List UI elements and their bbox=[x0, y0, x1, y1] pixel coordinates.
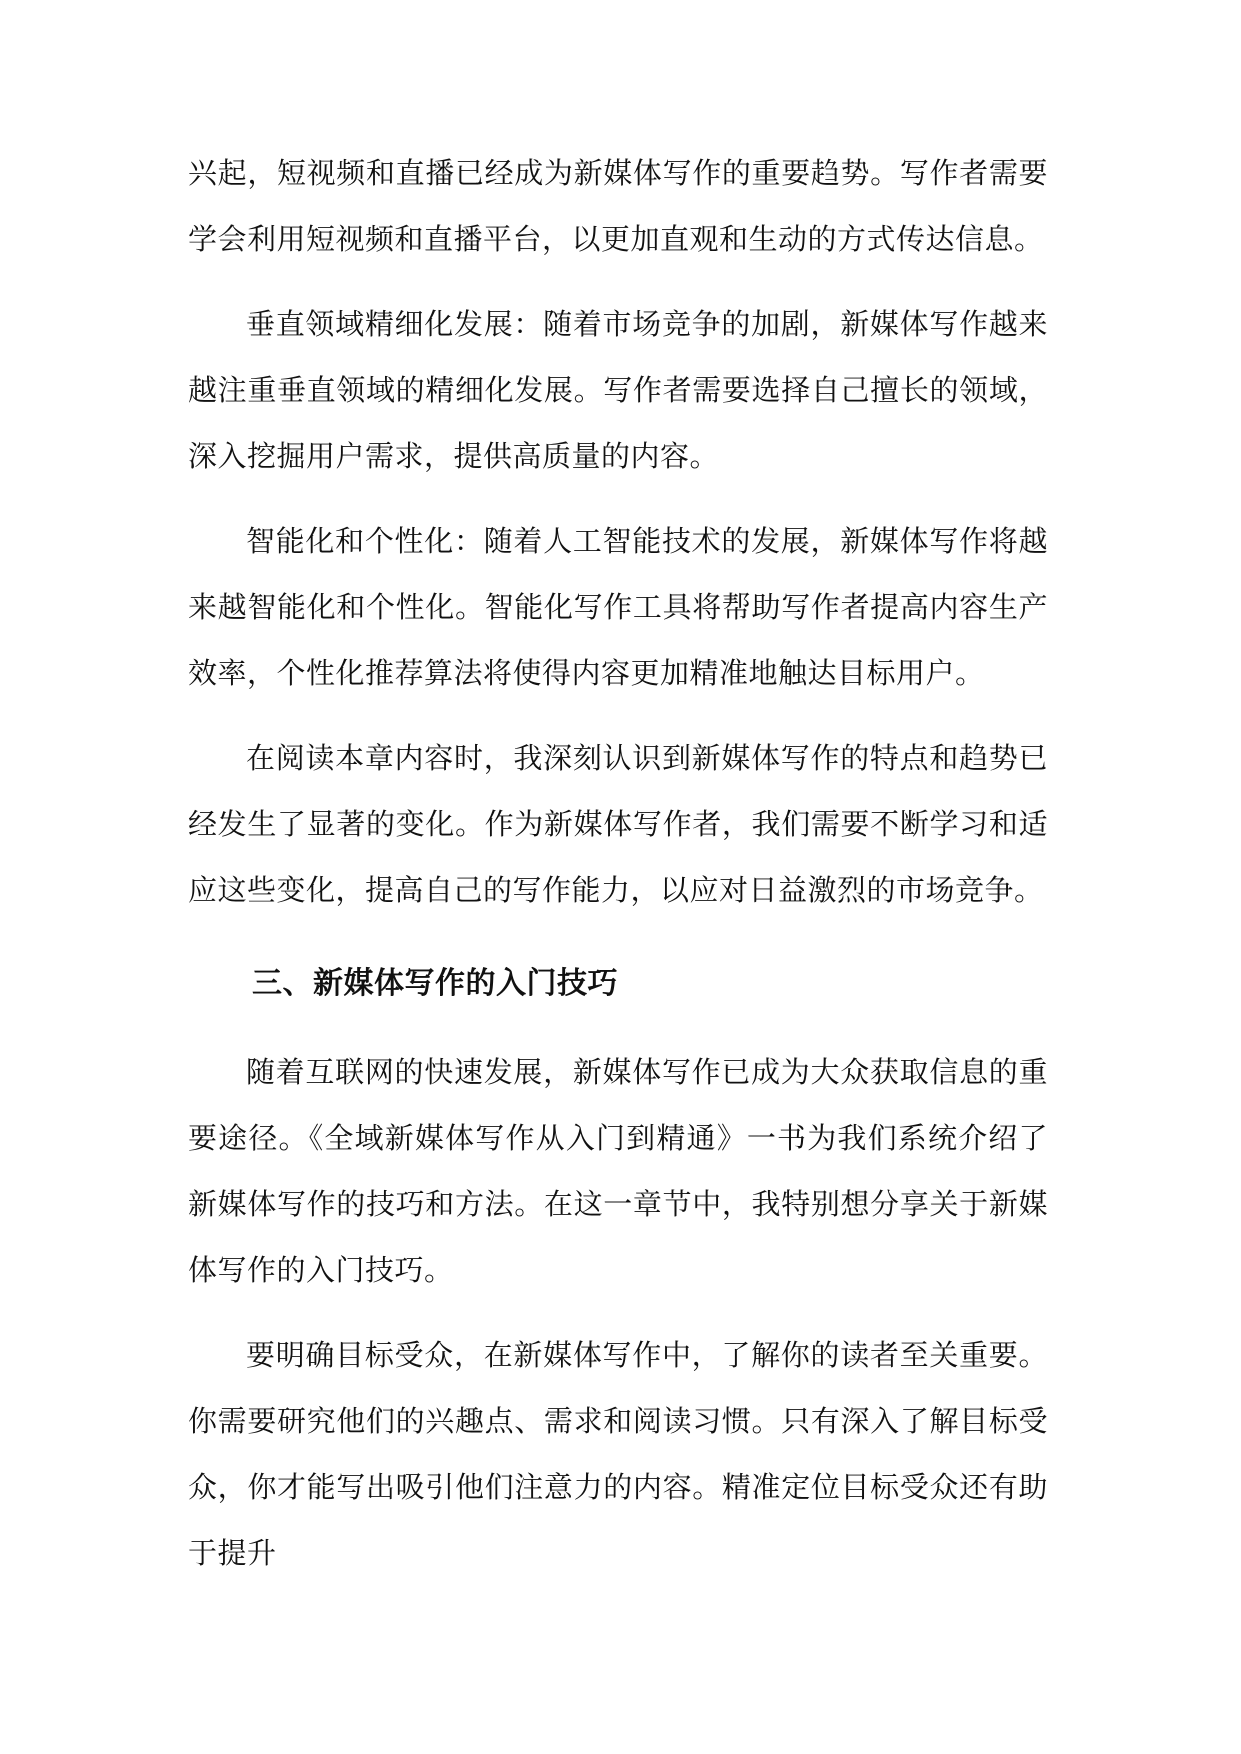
document-page bbox=[188, 140, 1048, 1605]
paragraph-reading-reflection: 在阅读本章内容时，我深刻认识到新媒体写作的特点和趋势已经发生了显著的变化。作为新媒体写作者，我们需要不断学习和适应这些变化，提高自己的写作能力，以应对日益激烈的市场竞争。 bbox=[188, 741, 1048, 907]
paragraph-intro: 随着互联网的快速发展，新媒体写作已成为大众获取信息的重要途径。《全域新媒体写作从入门到精通》一书为我们系统介绍了新媒体写作的技巧和方法。在这一章节中，我特别想分享关于新媒体写作的入门技巧。 bbox=[188, 1055, 1048, 1287]
paragraph-target-audience: 要明确目标受众，在新媒体写作中，了解你的读者至关重要。你需要研究他们的兴趣点、需求和阅读习惯。只有深入了解目标受众，你才能写出吸引他们注意力的内容。精准定位目标受众还有助于提升 bbox=[188, 1338, 1048, 1570]
paragraph-continuation: 兴起，短视频和直播已经成为新媒体写作的重要趋势。写作者需要学会利用短视频和直播平台，以更加直观和生动的方式传达信息。 bbox=[188, 156, 1048, 256]
paragraph-vertical-domain: 垂直领域精细化发展：随着市场竞争的加剧，新媒体写作越来越注重垂直领域的精细化发展。写作者需要选择自己擅长的领域，深入挖掘用户需求，提供高质量的内容。 bbox=[188, 307, 1048, 473]
paragraph-intelligent-personalized: 智能化和个性化：随着人工智能技术的发展，新媒体写作将越来越智能化和个性化。智能化写作工具将帮助写作者提高内容生产效率，个性化推荐算法将使得内容更加精准地触达目标用户。 bbox=[188, 524, 1048, 690]
section-heading: 三、新媒体写作的入门技巧 bbox=[252, 966, 618, 1001]
